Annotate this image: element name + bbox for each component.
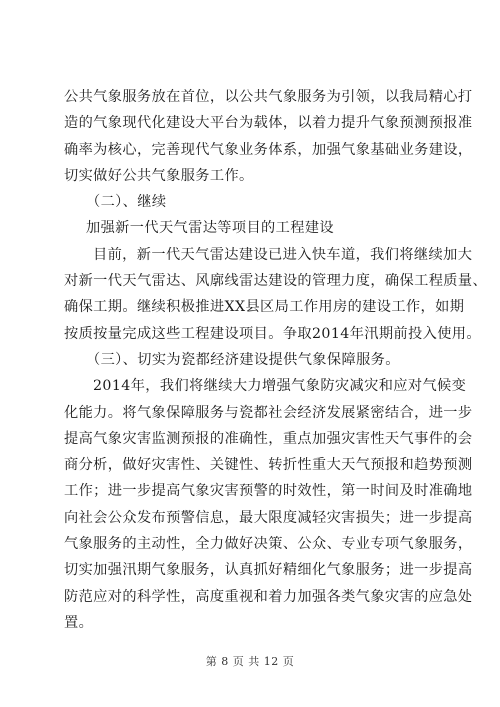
text-line: 目前，新一代天气雷达建设已进入快车道，我们将继续加大 — [93, 246, 473, 263]
text-line: 2014年，我们将继续大力增强气象防灾减灾和应对气候变 — [93, 378, 467, 395]
text-line: 切实做好公共气象服务工作。 — [64, 167, 254, 184]
text-line: 确率为核心，完善现代气象业务体系，加强气象基础业务建设， — [64, 141, 473, 158]
section-heading-2 — [64, 189, 438, 215]
paragraph-radar-construction — [64, 242, 488, 347]
text-line: 造的气象现代化建设大平台为载体，以着力提升气象预测预报准 — [64, 115, 473, 132]
document-body — [64, 84, 488, 636]
text-line: 加强新一代天气雷达等项目的工程建设 — [86, 220, 334, 237]
text-line: 对新一代天气雷达、风廓线雷达建设的管理力度，确保工程质量、 — [64, 273, 488, 290]
text-line: 提高气象灾害监测预报的准确性，重点加强灾害性天气事件的会 — [64, 430, 473, 447]
text-line: 公共气象服务放在首位，以公共气象服务为引领，以我局精心打 — [64, 89, 473, 105]
text-line: （二）、继续 — [86, 194, 167, 211]
text-line: 气象服务的主动性，全力做好决策、公众、专业专项气象服务， — [64, 536, 473, 553]
text-line: 防范应对的科学性，高度重视和着力加强各类气象灾害的应急处 — [64, 588, 473, 605]
text-line: 向社会公众发布预警信息，最大限度减轻灾害损失；进一步提高 — [64, 509, 473, 526]
text-line: 按质按量完成这些工程建设项目。争取2014年汛期前投入使用。 — [64, 325, 481, 342]
text-line: 工作；进一步提高气象灾害预警的时效性，第一时间及时准确地 — [64, 483, 473, 500]
text-line: 确保工期。继续积极推进XX县区局工作用房的建设工作，如期 — [64, 299, 465, 316]
text-line: 商分析，做好灾害性、关键性、转折性重大天气预报和趋势预测 — [64, 457, 473, 474]
page-number-footer: 第 8 页 共 12 页 — [205, 655, 295, 668]
text-line: 置。 — [64, 614, 94, 631]
text-line: 切实加强汛期气象服务，认真抓好精细化气象服务；进一步提高 — [64, 562, 473, 579]
section-heading-3 — [64, 347, 438, 373]
text-line: （三）、切实为瓷都经济建设提供气象保障服务。 — [86, 351, 400, 368]
text-line: 化能力。将气象保障服务与瓷都社会经济发展紧密结合，进一步 — [64, 404, 473, 421]
section-subheading — [64, 215, 438, 241]
paragraph-disaster-prevention — [64, 373, 473, 636]
paragraph-public-service — [64, 84, 473, 189]
